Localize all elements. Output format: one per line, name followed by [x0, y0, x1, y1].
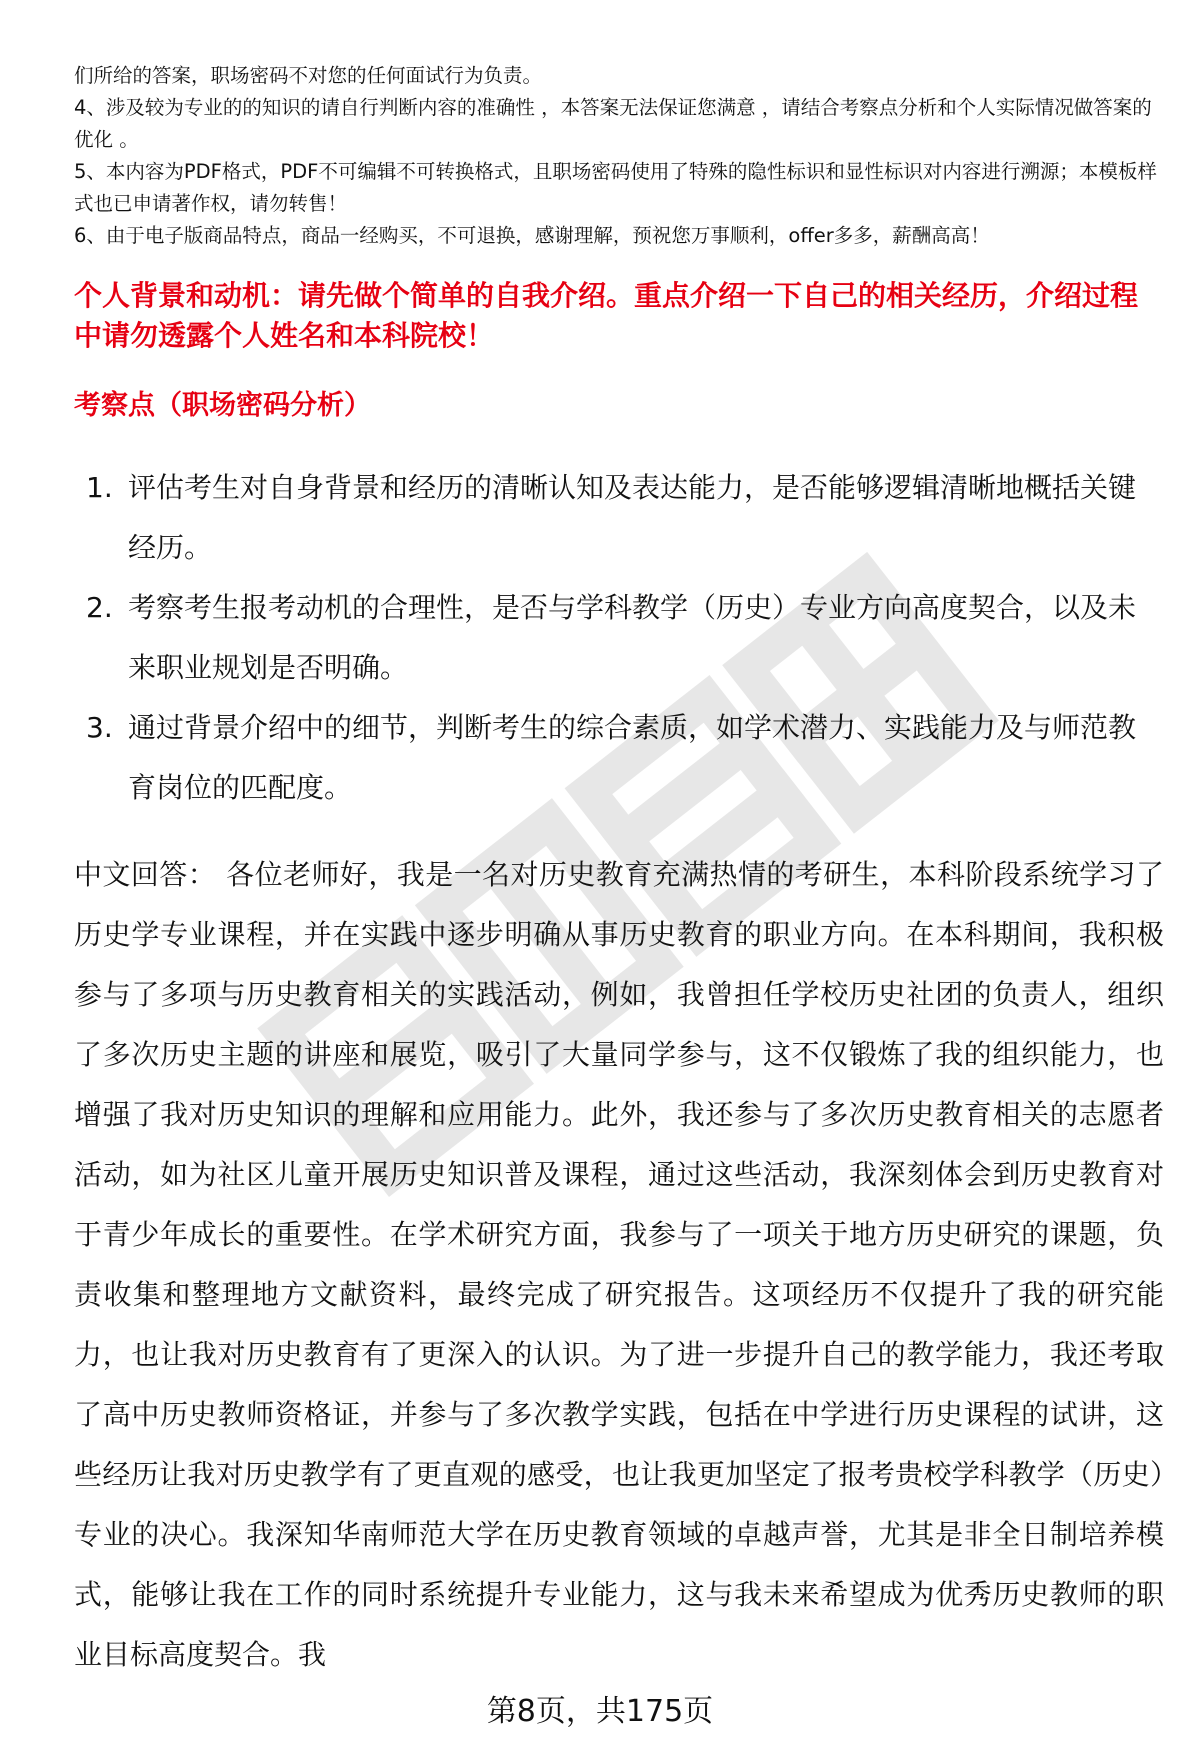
page-number: 第8页，共175页: [486, 1694, 714, 1729]
list-item-text: 评估考生对自身背景和经历的清晰认知及表达能力，是否能够逻辑清晰地概括关键经历。: [128, 471, 1137, 564]
note-line: 们所给的答案，职场密码不对您的任何面试行为负责。: [74, 64, 543, 87]
analysis-points: [74, 458, 1154, 818]
analysis-title: 考察点（职场密码分析）: [74, 390, 371, 421]
answer-prefix: 中文回答：: [74, 858, 217, 891]
list-item-text: 通过背景介绍中的细节，判断考生的综合素质，如学术潜力、实践能力及与师范教育岗位的匹配度。: [128, 711, 1137, 804]
list-item-number: 1.: [86, 471, 113, 504]
list-item: [74, 578, 1154, 698]
note-line: 5、本内容为PDF格式，PDF不可编辑不可转换格式，且职场密码使用了特殊的隐性标识和显性标识对内容进行溯源；本模板样式也已申请著作权，请勿转售！: [74, 160, 1157, 215]
answer-paragraph: [74, 845, 1164, 1685]
list-item: [74, 458, 1154, 578]
list-item-number: 3.: [86, 711, 113, 744]
notes-block: [74, 60, 1164, 252]
answer-text: 各位老师好，我是一名对历史教育充满热情的考研生，本科阶段系统学习了历史学专业课程，并在实践中逐步明确从事历史教育的职业方向。在本科期间，我积极参与了多项与历史教育相关的实践活动，例如，我曾担任学校历史社团的负责人，组织了多次历史主题的讲座和展览，吸引了大量同学参与，这不仅锻炼了我的组织能力，也增强了我对历史知识的理解和应用能力。此外，我还参与了多次历史教育相关的志愿者活动，如为社区儿童开展历史知识普及课程，通过这些活动，我深刻体会到历史教育对于青少年成长的重要性。在学术研究方面，我参与了一项关于地方历史研究的课题，负责收集和整理地方文献资料，最终完成了研究报告。这项经历不仅提升了我的研究能力，也让我对历史教育有了更深入的认识。为了进一步提升自己的教学能力，我还考取了高中历史教师资格证，并参与了多次教学实践，包括在中学进行历史课程的试讲，这些经历让我对历史教学有了更直观的感受，也让我更加坚定了报考贵校学科教学（历史）专业的决心。我深知华南师范大学在历史教育领域的卓越声誉，尤其是非全日制培养模式，能够让我在工作的同时系统提升专业能力，这与我未来希望成为优秀历史教师的职业目标高度契合。我: [74, 858, 1164, 1671]
list-item-number: 2.: [86, 591, 113, 624]
list-item-text: 考察考生报考动机的合理性，是否与学科教学（历史）专业方向高度契合，以及未来职业规划是否明确。: [128, 591, 1137, 684]
note-line: 4、涉及较为专业的的知识的请自行判断内容的准确性 ，本答案无法保证您满意 ，请结合考察点分析和个人实际情况做答案的优化 。: [74, 96, 1152, 151]
note-line: 6、由于电子版商品特点，商品一经购买，不可退换，感谢理解，预祝您万事顺利，offer多多，薪酬高高！: [74, 224, 990, 247]
list-item: [74, 698, 1154, 818]
question-heading: 个人背景和动机：请先做个简单的自我介绍。重点介绍一下自己的相关经历，介绍过程中请勿透露个人姓名和本科院校！: [74, 279, 1139, 352]
